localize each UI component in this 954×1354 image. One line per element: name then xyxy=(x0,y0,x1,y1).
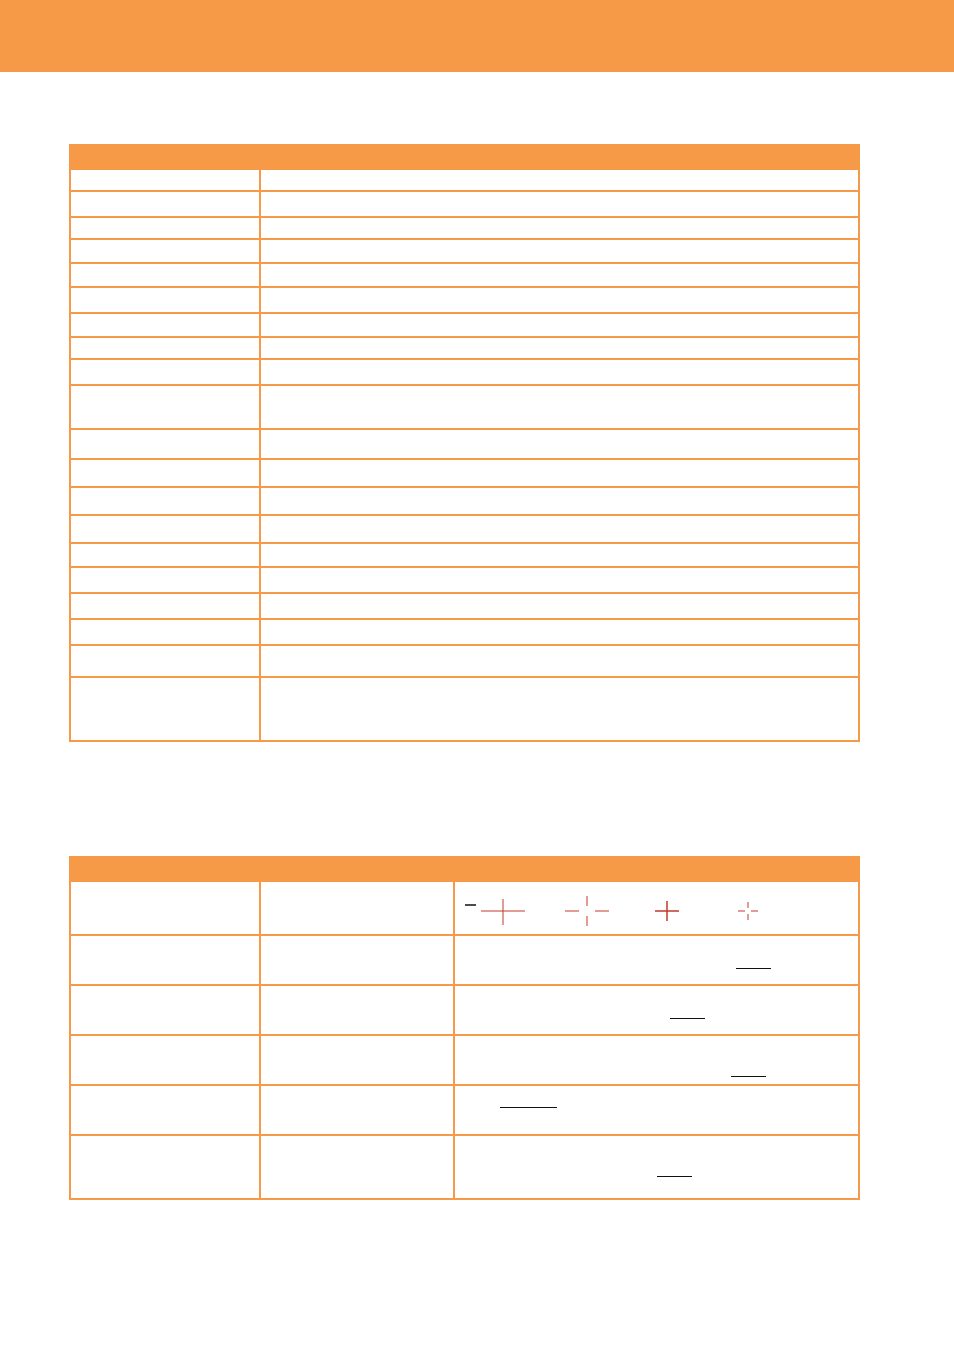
column-header xyxy=(260,145,859,169)
table-row xyxy=(70,985,859,1035)
table-cell xyxy=(70,487,260,515)
example-cell xyxy=(454,881,859,935)
table-header-row xyxy=(70,145,859,169)
header-bar xyxy=(0,0,954,72)
table-row xyxy=(70,263,859,287)
table-cell xyxy=(260,385,859,429)
table-row xyxy=(70,677,859,741)
underline-mark xyxy=(500,1107,557,1108)
table-cell xyxy=(70,263,260,287)
table-row xyxy=(70,1035,859,1085)
large-dashed-crosshair-icon xyxy=(565,896,609,926)
table-cell xyxy=(260,1035,454,1085)
table-cell xyxy=(70,935,260,985)
table-cell xyxy=(260,169,859,191)
example-cell xyxy=(454,1035,859,1085)
table-cell xyxy=(70,1135,260,1199)
crosshair-styles xyxy=(455,882,859,936)
table-cell xyxy=(260,619,859,645)
table-row xyxy=(70,459,859,487)
table-row xyxy=(70,287,859,313)
table-cell xyxy=(260,359,859,385)
table-cell xyxy=(260,543,859,567)
table-cell xyxy=(260,287,859,313)
table-cell xyxy=(260,487,859,515)
table-row xyxy=(70,429,859,459)
table-cell xyxy=(70,567,260,593)
table-cell xyxy=(260,1085,454,1135)
table-cell xyxy=(260,645,859,677)
table-cell xyxy=(70,645,260,677)
table-cell xyxy=(260,191,859,217)
table-cell xyxy=(260,567,859,593)
table-row xyxy=(70,487,859,515)
example-cell xyxy=(454,1085,859,1135)
table-cell xyxy=(260,935,454,985)
example-cell xyxy=(454,985,859,1035)
table-row xyxy=(70,239,859,263)
table-cell xyxy=(70,169,260,191)
table-cell xyxy=(70,287,260,313)
table-row xyxy=(70,1135,859,1199)
table-cell xyxy=(260,217,859,239)
table-cell xyxy=(70,1085,260,1135)
table-cell xyxy=(260,985,454,1035)
table-row xyxy=(70,313,859,337)
example-cell xyxy=(454,935,859,985)
table-cell xyxy=(70,429,260,459)
column-header xyxy=(454,857,859,881)
table-cell xyxy=(70,677,260,741)
table-cell xyxy=(70,385,260,429)
table-cell xyxy=(260,515,859,543)
column-header xyxy=(70,857,260,881)
table-row xyxy=(70,567,859,593)
table-row xyxy=(70,385,859,429)
table-row xyxy=(70,881,859,935)
column-header xyxy=(260,857,454,881)
underline-mark xyxy=(670,1018,705,1019)
table-cell xyxy=(70,337,260,359)
table-cell xyxy=(260,429,859,459)
table-row xyxy=(70,593,859,619)
table-row xyxy=(70,169,859,191)
table-cell xyxy=(260,239,859,263)
table-cell xyxy=(260,1135,454,1199)
underline-mark xyxy=(731,1076,766,1077)
table-cell xyxy=(70,313,260,337)
table-cell xyxy=(260,263,859,287)
table-cell xyxy=(70,985,260,1035)
table-cell xyxy=(70,619,260,645)
table-cell xyxy=(70,359,260,385)
table-row xyxy=(70,337,859,359)
table-header-row xyxy=(70,857,859,881)
table-cell xyxy=(70,1035,260,1085)
example-cell xyxy=(454,1135,859,1199)
table-cell xyxy=(260,337,859,359)
underline-mark xyxy=(736,968,771,969)
table-row xyxy=(70,1085,859,1135)
small-crosshair-icon xyxy=(655,901,679,921)
small-dashed-crosshair-icon xyxy=(738,902,758,920)
table-row xyxy=(70,619,859,645)
table-cell xyxy=(70,459,260,487)
table-cell xyxy=(260,677,859,741)
table-row xyxy=(70,191,859,217)
table-row xyxy=(70,645,859,677)
table-cell xyxy=(70,881,260,935)
table-cell xyxy=(70,515,260,543)
underline-mark xyxy=(657,1176,692,1177)
table-cell xyxy=(260,459,859,487)
table-cell xyxy=(260,593,859,619)
table-cell xyxy=(70,217,260,239)
table-row xyxy=(70,217,859,239)
table-cell xyxy=(70,593,260,619)
column-header xyxy=(70,145,260,169)
table-row xyxy=(70,515,859,543)
table-row xyxy=(70,359,859,385)
table-cell xyxy=(70,543,260,567)
table-cell xyxy=(260,313,859,337)
table-one xyxy=(69,144,860,742)
large-crosshair-icon xyxy=(465,899,525,925)
table-cell xyxy=(70,191,260,217)
table-cell xyxy=(260,881,454,935)
table-two xyxy=(69,856,860,1200)
table-row xyxy=(70,935,859,985)
table-cell xyxy=(70,239,260,263)
table-row xyxy=(70,543,859,567)
